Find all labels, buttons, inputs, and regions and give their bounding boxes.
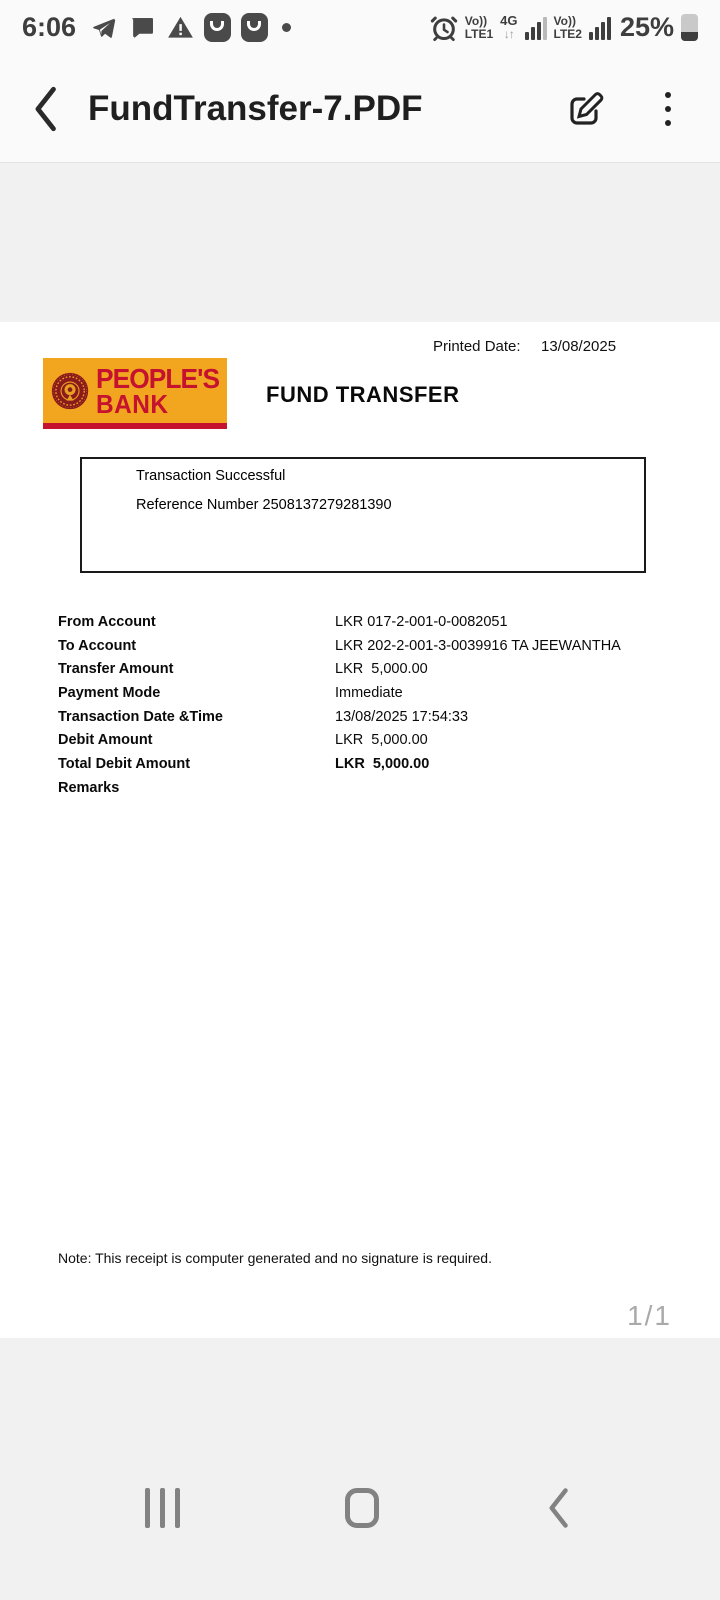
- chat-icon: [128, 14, 156, 42]
- overflow-menu-icon[interactable]: [644, 85, 692, 133]
- app-header: [0, 55, 720, 163]
- receipt-title: FUND TRANSFER: [266, 382, 460, 407]
- transaction-status-box: [80, 457, 646, 573]
- battery-percent: 25%: [619, 12, 674, 42]
- peoples-bank-logo: [43, 358, 227, 429]
- signal-bars-icon: [589, 16, 611, 40]
- page-indicator: 1/1: [627, 1300, 672, 1331]
- telegram-icon: [90, 14, 118, 42]
- back-icon[interactable]: [518, 1468, 598, 1548]
- store-icon: [204, 13, 231, 42]
- receipt-fields: [0, 610, 720, 800]
- warning-icon: [166, 14, 194, 42]
- printed-date-label: Printed Date:: [433, 338, 521, 355]
- volte2-indicator: Vo)) LTE2: [553, 14, 582, 41]
- field-row-remarks: Remarks: [58, 779, 120, 796]
- alarm-icon: [430, 14, 458, 42]
- battery-icon: [681, 14, 698, 41]
- document-title: FundTransfer-7.PDF: [88, 88, 423, 128]
- status-bar: [0, 0, 720, 55]
- back-button[interactable]: [28, 82, 72, 136]
- field-row-debit-amount: Debit Amount LKR 5,000.00: [58, 732, 428, 749]
- field-row-payment-mode: Payment Mode Immediate: [58, 684, 403, 701]
- printed-date-value: 13/08/2025: [541, 338, 617, 355]
- more-notifications-dot: [282, 23, 291, 32]
- transaction-status: Transaction Successful: [136, 468, 286, 484]
- field-row-transaction-datetime: Transaction Date &Time 13/08/2025 17:54:33: [58, 708, 469, 725]
- navigation-bar: [0, 1440, 720, 1600]
- volte1-indicator: Vo)) LTE1: [464, 14, 494, 41]
- clock-time: 6:06: [22, 12, 77, 42]
- store-icon: [241, 13, 268, 42]
- field-row-to-account: To Account LKR 202-2-001-3-0039916 TA JEEWANTHA: [58, 637, 621, 654]
- network-type-indicator: 4G ↓↑: [500, 13, 518, 41]
- field-row-total-debit-amount: Total Debit Amount LKR 5,000.00: [58, 755, 430, 772]
- receipt-note: Note: This receipt is computer generated and no signature is required.: [58, 1250, 492, 1266]
- pdf-page: [0, 322, 720, 1338]
- home-icon[interactable]: [322, 1468, 402, 1548]
- reference-number: Reference Number 2508137279281390: [136, 497, 392, 513]
- edit-icon[interactable]: [562, 85, 610, 133]
- field-row-transfer-amount: Transfer Amount LKR 5,000.00: [58, 661, 428, 678]
- signal-bars-icon: [525, 16, 547, 40]
- field-row-from-account: From Account LKR 017-2-001-0-0082051: [58, 613, 508, 630]
- recents-icon[interactable]: [122, 1468, 202, 1548]
- bank-emblem-icon: [50, 362, 90, 420]
- bank-name: PEOPLE'S BANK: [96, 362, 220, 419]
